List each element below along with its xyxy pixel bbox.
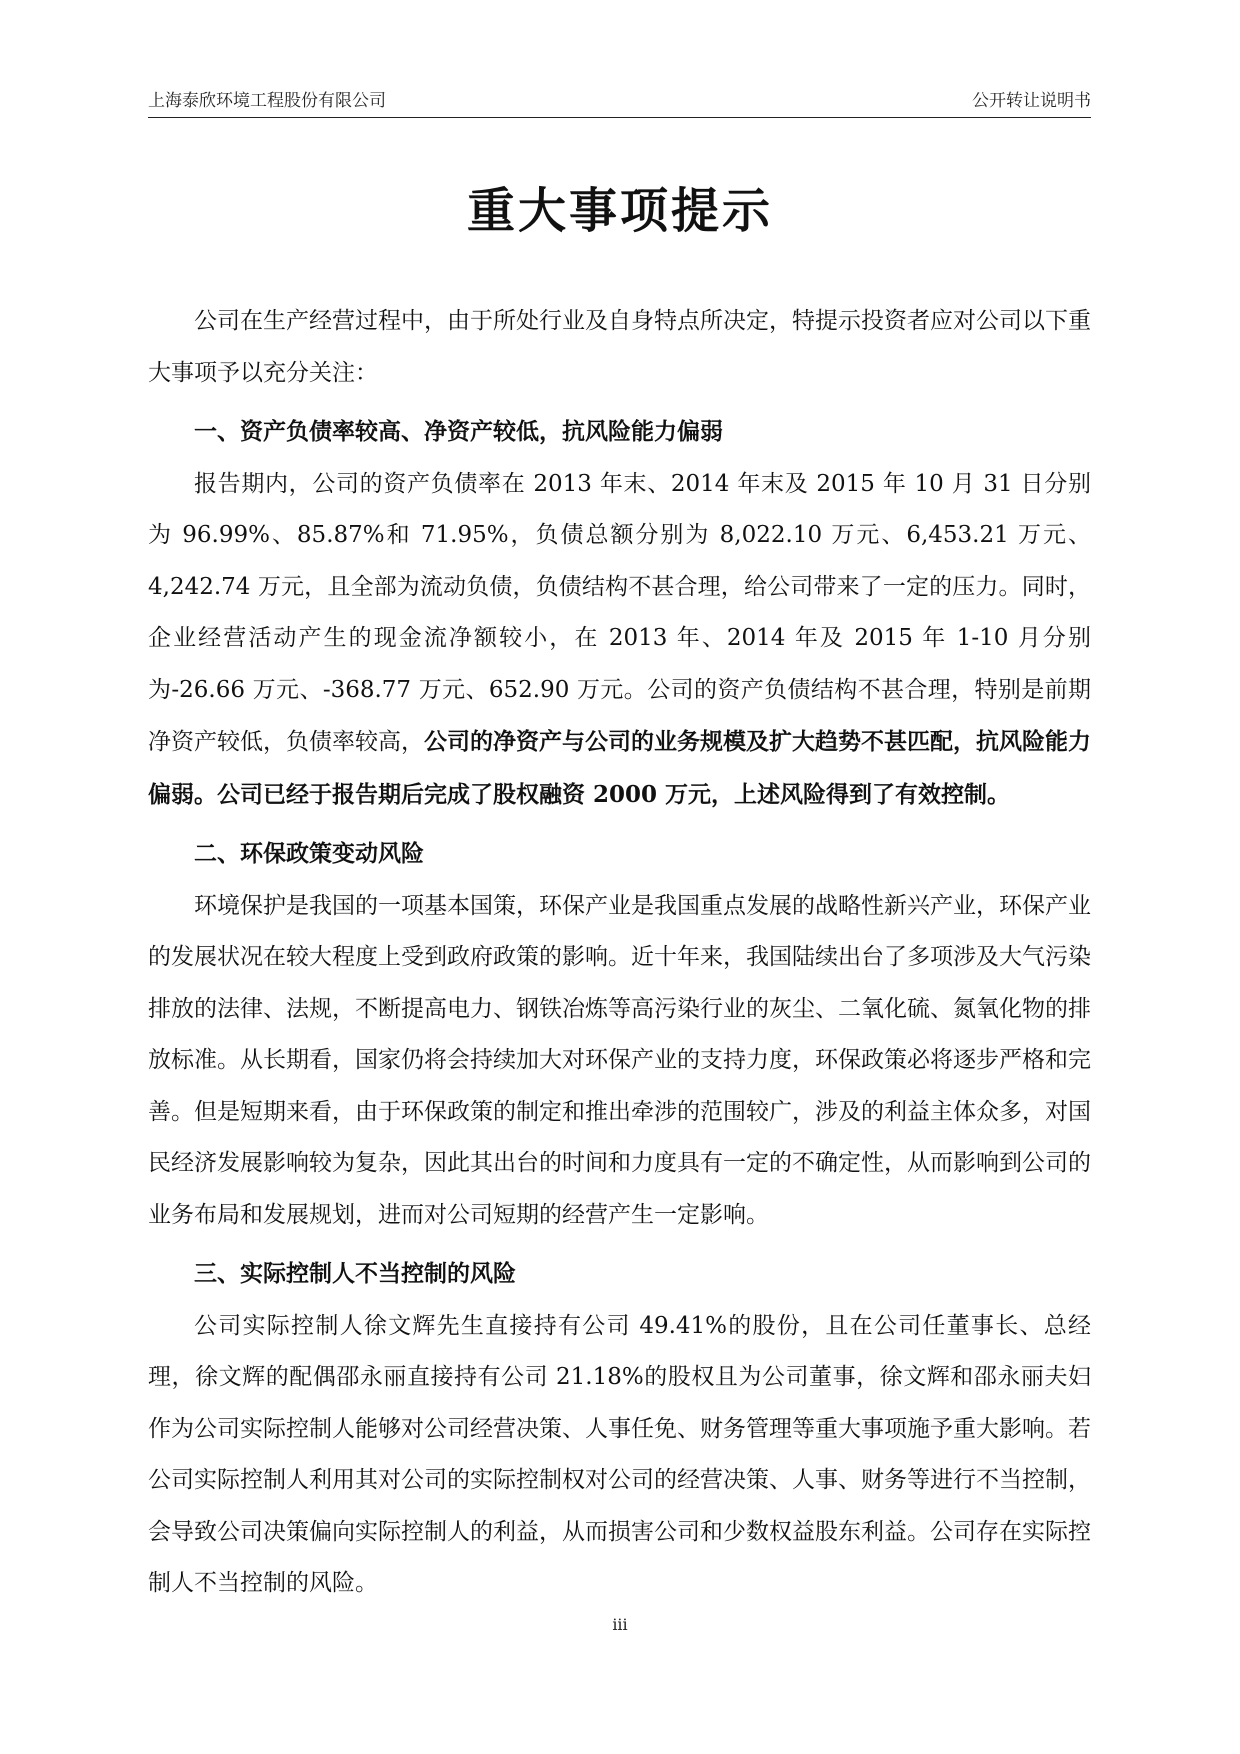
- page-header: [148, 86, 1091, 118]
- section-heading-3: 三、实际控制人不当控制的风险: [194, 1261, 516, 1287]
- page-number: iii: [612, 1615, 628, 1634]
- section-body-1: [148, 459, 1091, 822]
- document-body: [148, 296, 1091, 1610]
- section-body-1-emphasis: 公司的净资产与公司的业务规模及扩大趋势不甚匹配，抗风险能力偏弱。公司已经于报告期后完成了股权融资 2000 万元，上述风险得到了有效控制。: [148, 728, 1091, 808]
- intro-paragraph: 公司在生产经营过程中，由于所处行业及自身特点所决定，特提示投资者应对公司以下重大事项予以充分关注：: [148, 308, 1091, 386]
- section-body-2: 环境保护是我国的一项基本国策，环保产业是我国重点发展的战略性新兴产业，环保产业的发展状况在较大程度上受到政府政策的影响。近十年来，我国陆续出台了多项涉及大气污染排放的法律、法规，不断提高电力、钢铁冶炼等高污染行业的灰尘、二氧化硫、氮氧化物的排放标准。从长期看，国家仍将会持续加大对环保产业的支持力度，环保政策必将逐步严格和完善。但是短期来看，由于环保政策的制定和推出牵涉的范围较广，涉及的利益主体众多，对国民经济发展影响较为复杂，因此其出台的时间和力度具有一定的不确定性，从而影响到公司的业务布局和发展规划，进而对公司短期的经营产生一定影响。: [148, 892, 1091, 1228]
- section-body-3: 公司实际控制人徐文辉先生直接持有公司 49.41%的股份，且在公司任董事长、总经理，徐文辉的配偶邵永丽直接持有公司 21.18%的股权且为公司董事，徐文辉和邵永丽夫妇作为公司实际控制人能够对公司经营决策、人事任免、财务管理等重大事项施予重大影响。若公司实际控制人利用其对公司的实际控制权对公司的经营决策、人事、财务等进行不当控制，会导致公司决策偏向实际控制人的利益，从而损害公司和少数权益股东利益。公司存在实际控制人不当控制的风险。: [148, 1312, 1091, 1596]
- section-heading-2: 二、环保政策变动风险: [194, 841, 424, 867]
- section-heading-1: 一、资产负债率较高、净资产较低，抗风险能力偏弱: [194, 419, 723, 445]
- page-title: 重大事项提示: [466, 183, 773, 239]
- section-body-1-text: 报告期内，公司的资产负债率在 2013 年末、2014 年末及 2015 年 10 月 31 日分别为 96.99%、85.87%和 71.95%，负债总额分别为 8,022.10 万元、6,453.21 万元、4,242.74 万元，且全部为流动负债，负债结构不甚合理，给公司带来了一定的压力。同时，企业经营活动产生的现金流净额较小，在 2013 年、2014 年及 2015 年 1-10 月分别为-26.66 万元、-368.77 万元、652.90 万元。公司的资产负债结构不甚合理，特别是前期净资产较低，负债率较高，: [148, 470, 1091, 755]
- header-company: 上海泰欣环境工程股份有限公司: [148, 91, 386, 111]
- header-doc-type: 公开转让说明书: [972, 91, 1091, 111]
